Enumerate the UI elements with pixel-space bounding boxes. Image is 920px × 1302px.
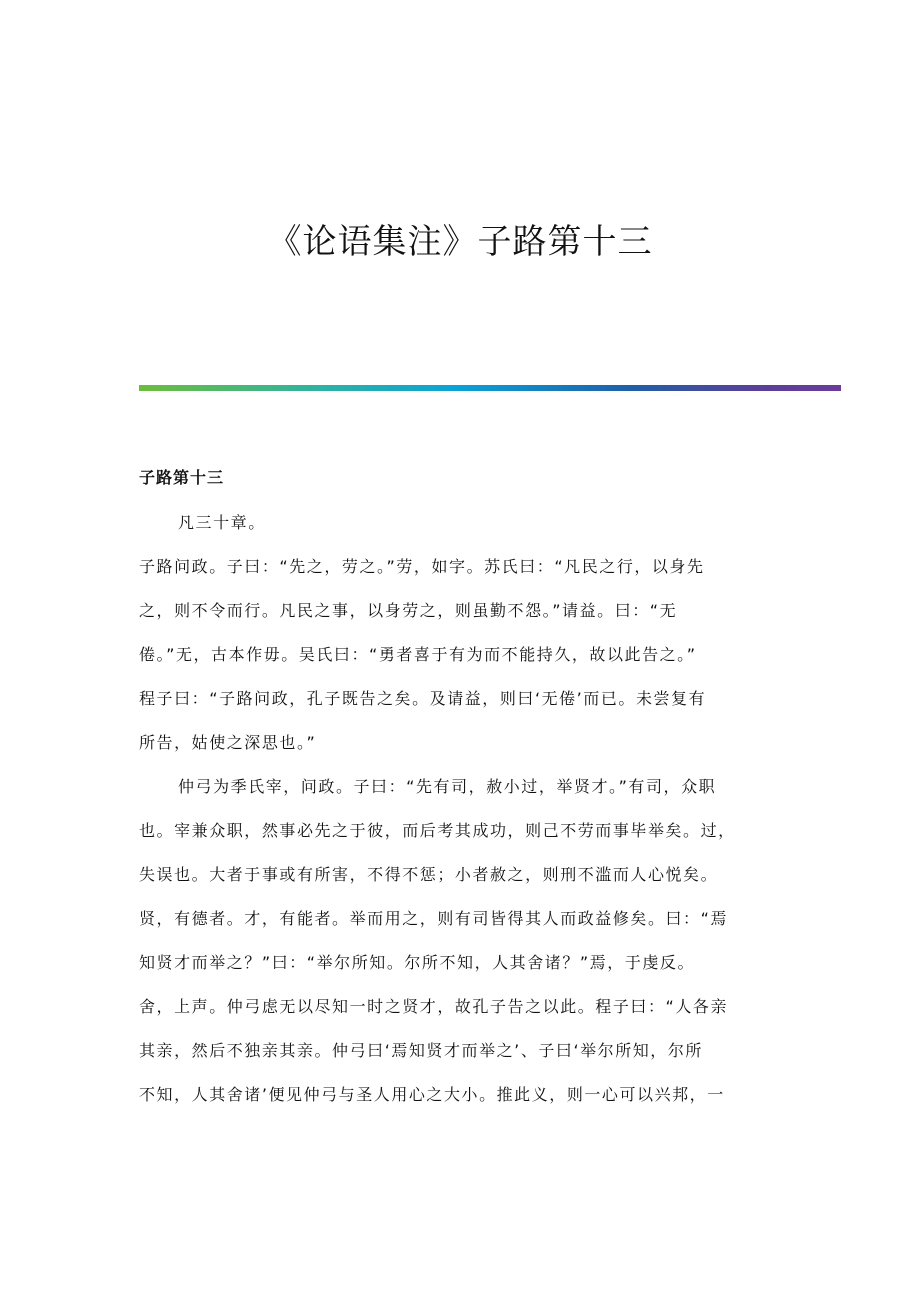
paragraph-line: 其亲，然后不独亲其亲。仲弓曰‘焉知贤才而举之’、子曰‘举尔所知，尔所	[139, 1041, 703, 1060]
paragraph-line: 程子曰：“子路问政，孔子既告之矣。及请益，则曰‘无倦’而已。未尝复有	[139, 689, 707, 708]
paragraph-line: 仲弓为季氏宰，问政。子曰：“先有司，赦小过，举贤才。”有司，众职	[178, 777, 717, 796]
gradient-divider	[139, 385, 841, 391]
paragraph-line: 不知，人其舍诸’便见仲弓与圣人用心之大小。推此义，则一心可以兴邦，一	[139, 1085, 725, 1104]
paragraph-line: 失误也。大者于事或有所害，不得不惩；小者赦之，则刑不滥而人心悦矣。	[139, 865, 719, 884]
paragraph-line: 子路问政。子曰：“先之，劳之。”劳，如字。苏氏曰：“凡民之行，以身先	[139, 557, 705, 576]
paragraph-line: 知贤才而举之？”曰：“举尔所知。尔所不知，人其舍诸？”焉，于虔反。	[139, 953, 696, 972]
paragraph-line: 之，则不令而行。凡民之事，以身劳之，则虽勤不怨。”请益。曰：“无	[139, 601, 678, 620]
document-title: 《论语集注》子路第十三	[267, 222, 653, 262]
paragraph-line: 所告，姑使之深思也。”	[139, 733, 317, 752]
paragraph-line: 凡三十章。	[178, 513, 266, 532]
document-body	[139, 509, 779, 1125]
paragraph-line: 倦。”无，古本作毋。吴氏曰：“勇者喜于有为而不能持久，故以此告之。”	[139, 645, 697, 664]
paragraph-line: 贤，有德者。才，有能者。举而用之，则有司皆得其人而政益修矣。曰：“焉	[139, 909, 728, 928]
paragraph-line: 也。宰兼众职，然事必先之于彼，而后考其成功，则己不劳而事毕举矣。过，	[139, 821, 736, 840]
paragraph-line: 舍，上声。仲弓虑无以尽知一时之贤才，故孔子告之以此。程子曰：“人各亲	[139, 997, 728, 1016]
section-heading: 子路第十三	[139, 468, 225, 487]
